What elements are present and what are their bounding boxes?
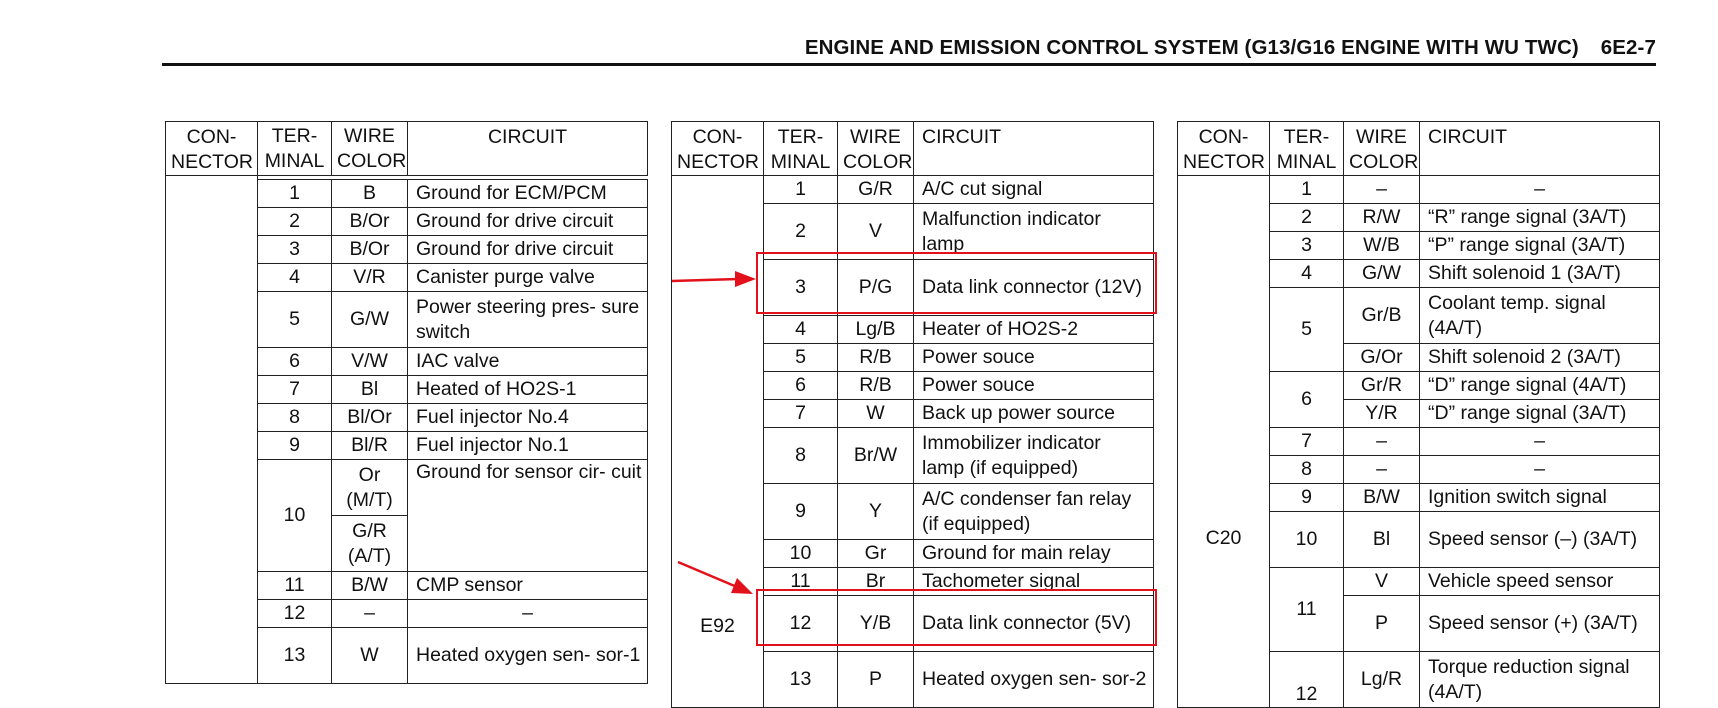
table-cell: Bl: [332, 376, 408, 404]
table-cell: 12: [764, 596, 838, 652]
table-cell: IAC valve: [408, 348, 648, 376]
header-label: MINAL: [1276, 151, 1337, 173]
table-cell: 9: [1270, 484, 1344, 512]
table-cell: 5: [258, 292, 332, 348]
table-cell: Ignition switch signal: [1420, 484, 1660, 512]
table-row: [672, 176, 1154, 204]
header-label: MINAL: [770, 151, 831, 173]
connector-cell: [166, 176, 258, 684]
table-cell: 4: [1270, 260, 1344, 288]
table-cell: Lg/R: [1344, 652, 1420, 708]
header-label: NECTOR: [677, 151, 759, 173]
col-circuit-header: CIRCUIT: [914, 122, 1154, 176]
table-cell: 3: [1270, 232, 1344, 260]
table-cell: –: [1344, 456, 1420, 484]
table-cell: 5: [1270, 288, 1344, 372]
table-header-row: [1178, 122, 1660, 176]
table-cell: Shift solenoid 1 (3A/T): [1420, 260, 1660, 288]
table-cell: 10: [764, 540, 838, 568]
col-terminal-header: [258, 122, 332, 176]
table-cell: 7: [1270, 428, 1344, 456]
table-cell: 8: [764, 428, 838, 484]
table-cell: Gr/B: [1344, 288, 1420, 344]
table-cell: B/W: [332, 572, 408, 600]
table-cell: Y/R: [1344, 400, 1420, 428]
table-cell: Gr: [838, 540, 914, 568]
table-cell: B/Or: [332, 208, 408, 236]
table-cell: 2: [258, 208, 332, 236]
table-cell: 9: [258, 432, 332, 460]
table-cell: –: [332, 600, 408, 628]
table-cell: CMP sensor: [408, 572, 648, 600]
table-cell: 13: [764, 652, 838, 708]
table-cell: “D” range signal (3A/T): [1420, 400, 1660, 428]
table-cell: –: [1420, 456, 1660, 484]
header-label: WIRE: [1356, 126, 1407, 148]
table-cell: Coolant temp. signal (4A/T): [1420, 288, 1660, 344]
table-cell: R/B: [838, 372, 914, 400]
table-cell: Ground for sensor cir- cuit: [408, 460, 648, 572]
table-cell: 8: [258, 404, 332, 432]
wiring-table-3: [1177, 121, 1660, 708]
table-cell: B/Or: [332, 236, 408, 264]
header-label: COLOR: [843, 151, 913, 173]
table-cell: “P” range signal (3A/T): [1420, 232, 1660, 260]
header-label: TER-: [1283, 126, 1330, 148]
connector-cell: C20: [1178, 176, 1270, 708]
table-cell: Immobilizer indicator lamp (if equipped): [914, 428, 1154, 484]
header-label: TER-: [777, 126, 824, 148]
table-cell: Shift solenoid 2 (3A/T): [1420, 344, 1660, 372]
col-circuit-header: CIRCUIT: [408, 122, 648, 176]
col-terminal-header: [1270, 122, 1344, 176]
table-cell: 10: [258, 460, 332, 572]
header-label: CON-: [1198, 126, 1249, 148]
table-cell: 6: [764, 372, 838, 400]
table-cell: R/W: [1344, 204, 1420, 232]
table-cell: Ground for drive circuit: [408, 208, 648, 236]
table-cell: 11: [764, 568, 838, 596]
header-label: COLOR: [1349, 151, 1419, 173]
table-cell: Vehicle speed sensor: [1420, 568, 1660, 596]
col-wire-header: [332, 122, 408, 176]
col-wire-header: [1344, 122, 1420, 176]
table-cell: 9: [764, 484, 838, 540]
table-cell: B/W: [1344, 484, 1420, 512]
table-cell: Or (M/T): [332, 460, 408, 516]
table-cell: Lg/B: [838, 316, 914, 344]
table-cell: G/W: [332, 292, 408, 348]
table-row: [1178, 176, 1660, 204]
table-cell: 10: [1270, 512, 1344, 568]
table-cell: 11: [1270, 568, 1344, 652]
table-cell: A/C cut signal: [914, 176, 1154, 204]
highlight-box-dlc-5v: [756, 589, 1157, 646]
table-cell: G/R (A/T): [332, 516, 408, 572]
header-label: WIRE: [850, 126, 901, 148]
header-label: WIRE: [344, 124, 395, 147]
table-cell: Y/B: [838, 596, 914, 652]
table-cell: –: [408, 600, 648, 628]
table-cell: 1: [764, 176, 838, 204]
table-cell: Speed sensor (+) (3A/T): [1420, 596, 1660, 652]
table-cell: G/R: [838, 176, 914, 204]
connector-cell: E92: [672, 176, 764, 708]
table-cell: B: [332, 180, 408, 208]
table-cell: “D” range signal (4A/T): [1420, 372, 1660, 400]
table-cell: Data link connector (12V): [914, 260, 1154, 316]
table-cell: W: [838, 400, 914, 428]
table-cell: Y: [838, 484, 914, 540]
table-cell: V: [838, 204, 914, 260]
table-cell: Bl/R: [332, 432, 408, 460]
col-circuit-header: CIRCUIT: [1420, 122, 1660, 176]
table-cell: 6: [258, 348, 332, 376]
table-cell: 6: [1270, 372, 1344, 428]
table-cell: Torque reduction signal (4A/T): [1420, 652, 1660, 708]
table-cell: 3: [764, 260, 838, 316]
table-cell: P: [1344, 596, 1420, 652]
table-cell: Speed sensor (–) (3A/T): [1420, 512, 1660, 568]
table-cell: 5: [764, 344, 838, 372]
header-label: NECTOR: [171, 151, 253, 173]
table-cell: Bl: [1344, 512, 1420, 568]
table-cell: “R” range signal (3A/T): [1420, 204, 1660, 232]
table-header-row: [166, 122, 648, 176]
table-cell: P/G: [838, 260, 914, 316]
table-cell: 7: [258, 376, 332, 404]
col-connector-header: [672, 122, 764, 176]
table-cell: 4: [764, 316, 838, 344]
table-cell: Back up power source: [914, 400, 1154, 428]
table-cell: Heated oxygen sen- sor-1: [408, 628, 648, 684]
table-cell: 3: [258, 236, 332, 264]
table-cell: A/C condenser fan relay (if equipped): [914, 484, 1154, 540]
table-cell: 2: [764, 204, 838, 260]
col-connector-header: [1178, 122, 1270, 176]
header-label: MINAL: [264, 149, 325, 172]
table-cell: Br/W: [838, 428, 914, 484]
table-cell: Heated oxygen sen- sor-2: [914, 652, 1154, 708]
table-cell: 12: [258, 600, 332, 628]
table-cell: 12: [1270, 652, 1344, 708]
table-cell: Power souce: [914, 344, 1154, 372]
table-header-row: [672, 122, 1154, 176]
table-cell: 8: [1270, 456, 1344, 484]
page-number: 6E2-7: [1600, 36, 1656, 59]
table-cell: Malfunction indicator lamp: [914, 204, 1154, 260]
table-cell: –: [1344, 428, 1420, 456]
table-cell: Fuel injector No.1: [408, 432, 648, 460]
table-cell: Heater of HO2S-2: [914, 316, 1154, 344]
col-terminal-header: [764, 122, 838, 176]
page-title: ENGINE AND EMISSION CONTROL SYSTEM (G13/G16 ENGINE WITH WU TWC): [804, 36, 1579, 59]
wiring-table-1: [165, 121, 648, 684]
table-cell: 2: [1270, 204, 1344, 232]
table-cell: P: [838, 652, 914, 708]
table-cell: –: [1344, 176, 1420, 204]
header-label: COLOR: [337, 149, 407, 172]
table-cell: W: [332, 628, 408, 684]
col-connector-header: [166, 122, 258, 176]
table-cell: V/R: [332, 264, 408, 292]
table-cell: G/Or: [1344, 344, 1420, 372]
table-cell: Br: [838, 568, 914, 596]
table-cell: V/W: [332, 348, 408, 376]
table-cell: 13: [258, 628, 332, 684]
table-cell: –: [1420, 428, 1660, 456]
table-cell: W/B: [1344, 232, 1420, 260]
table-cell: G/W: [1344, 260, 1420, 288]
table-cell: Power souce: [914, 372, 1154, 400]
table-cell: Ground for main relay: [914, 540, 1154, 568]
table-cell: Data link connector (5V): [914, 596, 1154, 652]
header-label: TER-: [271, 124, 318, 147]
table-cell: Heated of HO2S-1: [408, 376, 648, 404]
table-cell: Canister purge valve: [408, 264, 648, 292]
table-cell: Tachometer signal: [914, 568, 1154, 596]
header-label: CON-: [186, 126, 237, 148]
table-cell: 4: [258, 264, 332, 292]
table-cell: Power steering pres- sure switch: [408, 292, 648, 348]
table-cell: R/B: [838, 344, 914, 372]
table-cell: 11: [258, 572, 332, 600]
table-cell: V: [1344, 568, 1420, 596]
col-wire-header: [838, 122, 914, 176]
highlight-box-dlc-12v: [756, 252, 1157, 314]
table-cell: Fuel injector No.4: [408, 404, 648, 432]
page-header: [805, 36, 1656, 60]
table-cell: 1: [258, 180, 332, 208]
table-cell: Bl/Or: [332, 404, 408, 432]
table-cell: Ground for drive circuit: [408, 236, 648, 264]
table-cell: 1: [1270, 176, 1344, 204]
header-label: NECTOR: [1183, 151, 1265, 173]
table-cell: Gr/R: [1344, 372, 1420, 400]
table-cell: –: [1420, 176, 1660, 204]
table-cell: 7: [764, 400, 838, 428]
header-label: CON-: [692, 126, 743, 148]
table-cell: Ground for ECM/PCM: [408, 180, 648, 208]
header-rule: [162, 63, 1656, 66]
